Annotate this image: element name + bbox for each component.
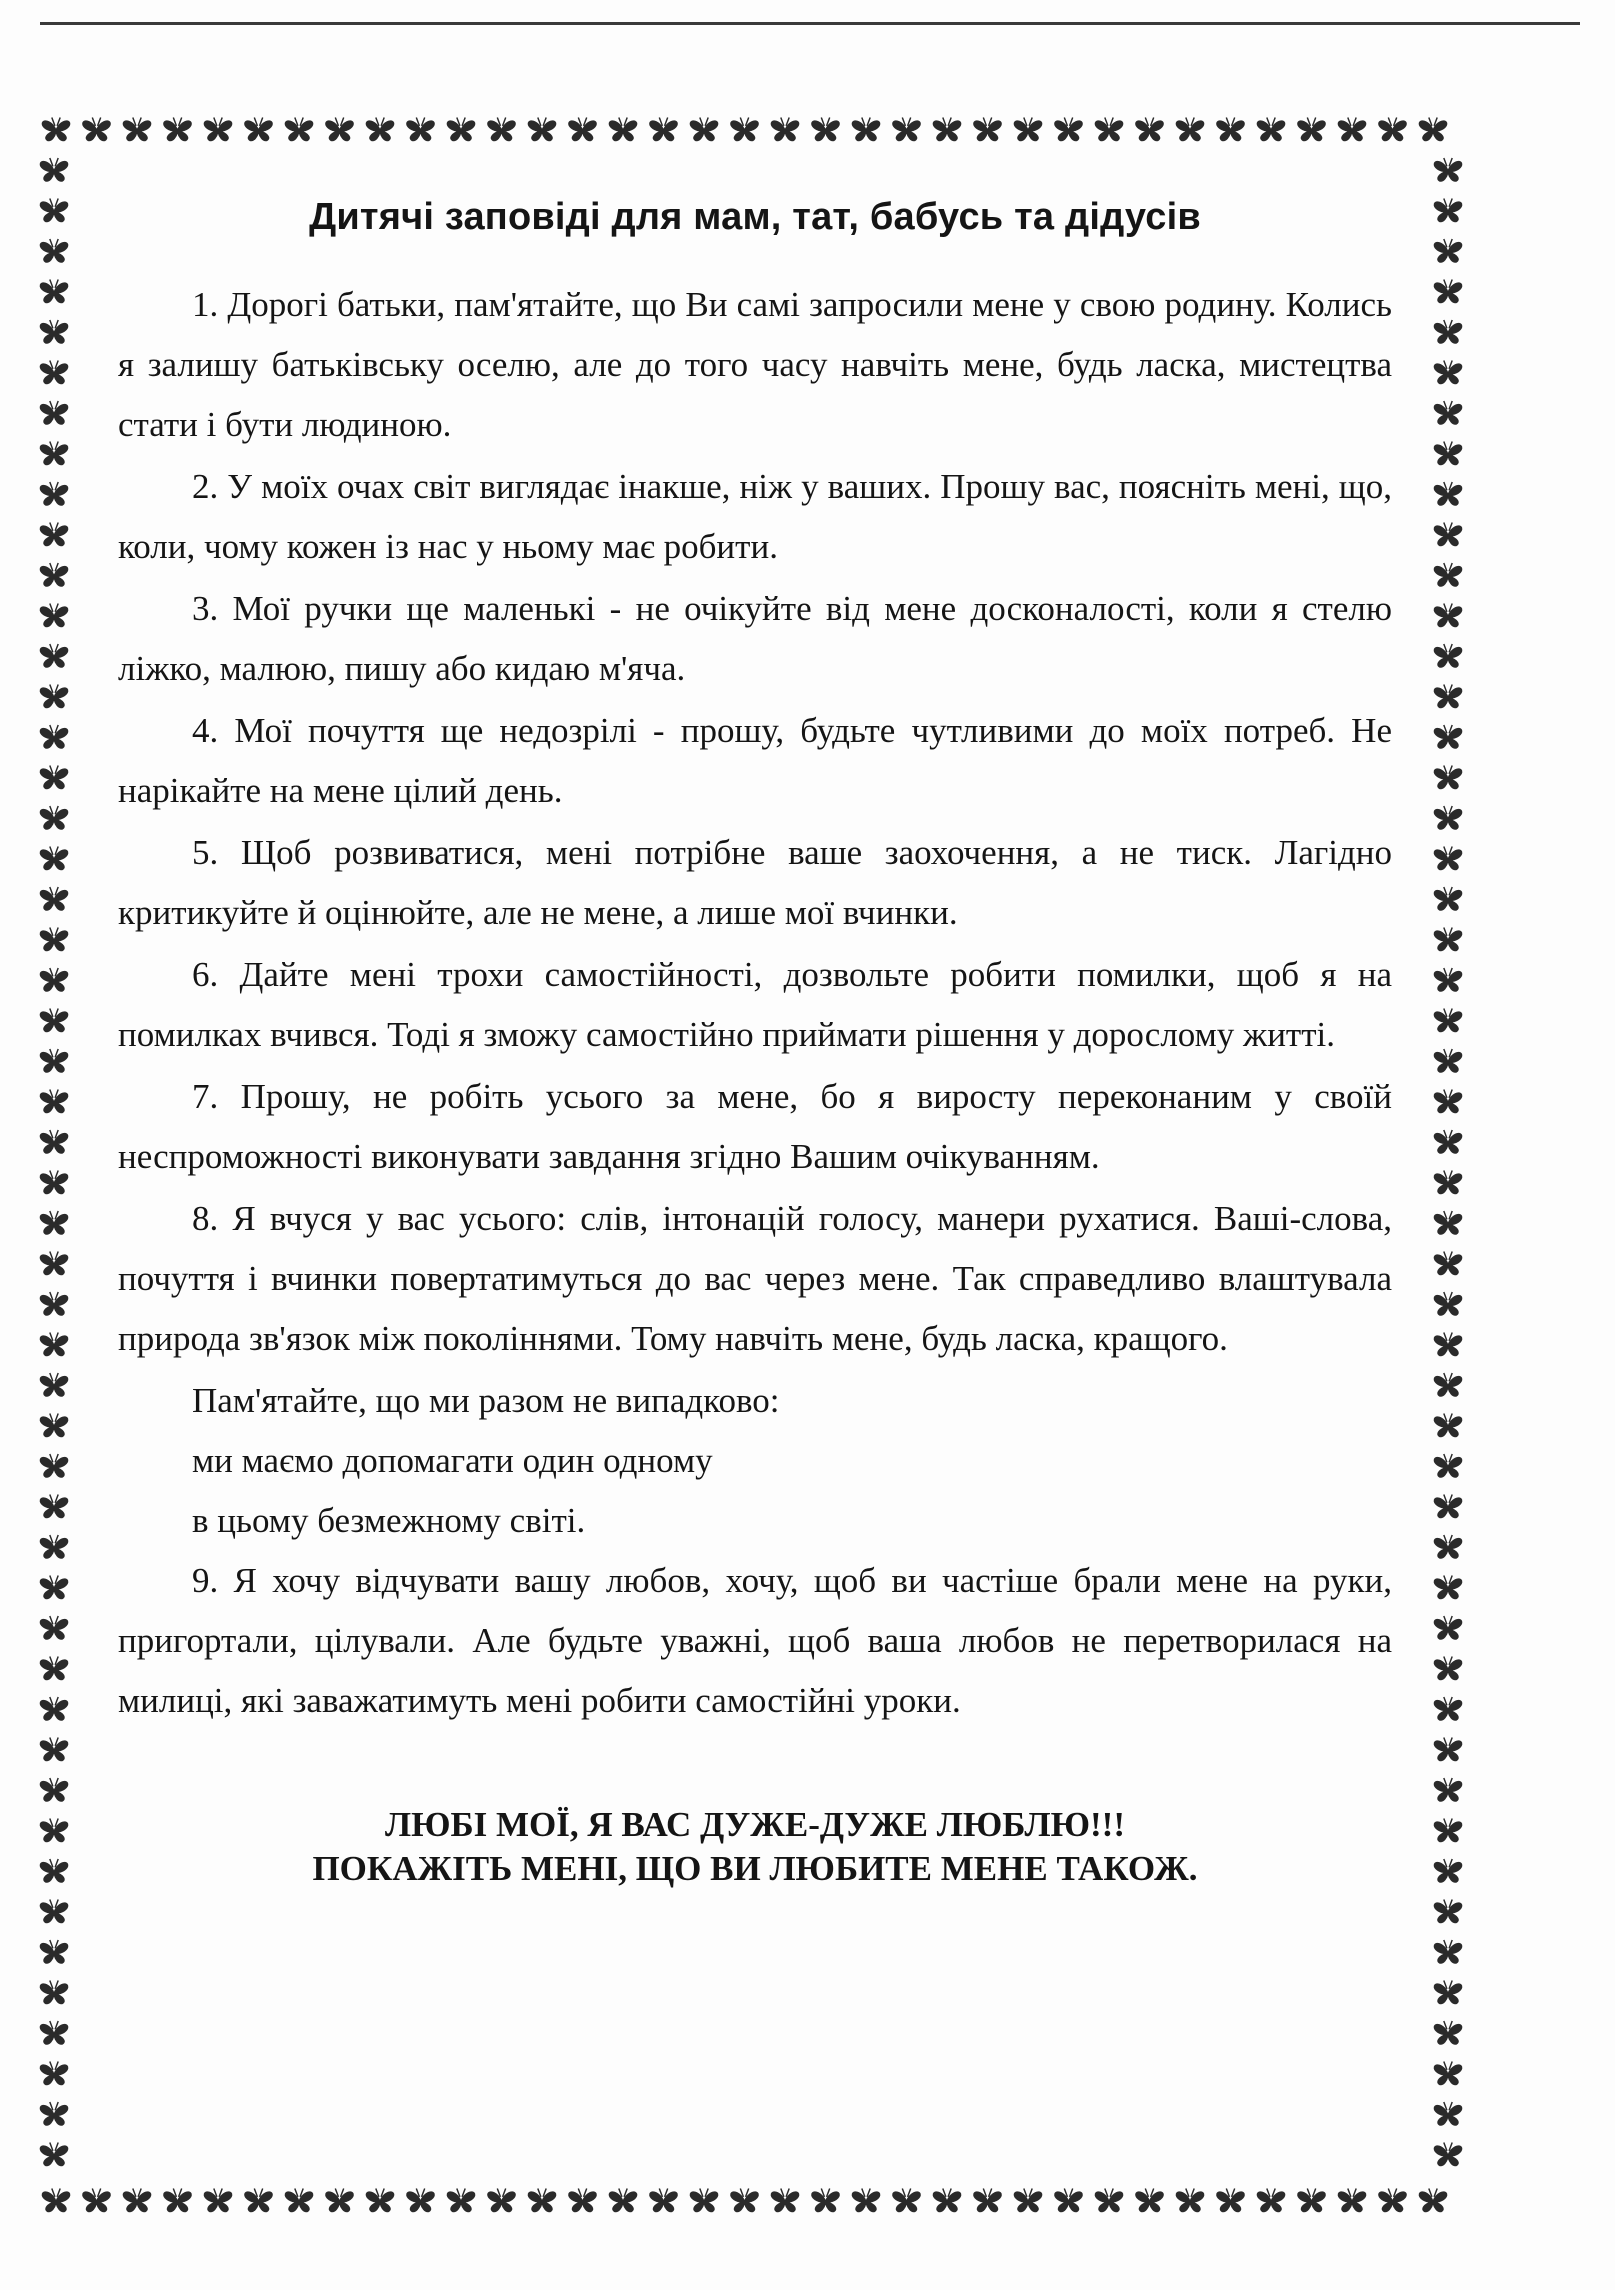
butterfly-icon bbox=[1434, 1333, 1462, 1356]
butterfly-icon bbox=[1434, 2021, 1462, 2044]
butterfly-icon bbox=[40, 968, 68, 991]
butterfly-icon bbox=[1419, 118, 1447, 141]
butterfly-icon bbox=[40, 1940, 68, 1963]
butterfly-icon bbox=[1434, 1495, 1462, 1518]
butterfly-icon bbox=[1434, 482, 1462, 505]
butterfly-icon bbox=[40, 847, 68, 870]
butterfly-icon bbox=[1434, 928, 1462, 951]
butterfly-icon bbox=[1434, 887, 1462, 910]
butterfly-icon bbox=[40, 1495, 68, 1518]
butterfly-icon bbox=[1095, 118, 1123, 141]
butterfly-icon bbox=[40, 2143, 68, 2166]
butterfly-icon bbox=[40, 1211, 68, 1234]
commandment-9: 9. Я хочу відчувати вашу любов, хочу, щоб ви частіше брали мене на руки, пригортали, цілували. Але будьте уважні, щоб ваша любов не перетворилася на милиці, які заважатимуть мені робити самостійні уроки. bbox=[118, 1561, 1392, 1720]
butterfly-icon bbox=[40, 1576, 68, 1599]
butterfly-icon bbox=[609, 118, 637, 141]
butterfly-icon bbox=[83, 118, 111, 141]
butterfly-icon bbox=[1434, 725, 1462, 748]
verse-line-2: ми маємо допомагати один одному bbox=[192, 1441, 713, 1480]
butterfly-icon bbox=[933, 2189, 961, 2212]
butterfly-icon bbox=[1434, 1819, 1462, 1842]
butterfly-icon bbox=[407, 2189, 435, 2212]
butterfly-icon bbox=[164, 118, 192, 141]
butterfly-icon bbox=[40, 1657, 68, 1680]
butterfly-icon bbox=[1217, 2189, 1245, 2212]
butterfly-icon bbox=[1379, 2189, 1407, 2212]
butterfly-icon bbox=[40, 523, 68, 546]
butterfly-icon bbox=[1434, 968, 1462, 991]
butterfly-icon bbox=[123, 2189, 151, 2212]
butterfly-icon bbox=[1434, 1090, 1462, 1113]
commandment-5: 5. Щоб розвиватися, мені потрібне ваше заохочення, а не тиск. Лагідно критикуйте й оцінюйте, але не мене, а лише мої вчинки. bbox=[118, 833, 1392, 932]
butterfly-icon bbox=[40, 442, 68, 465]
butterfly-icon bbox=[40, 1981, 68, 2004]
butterfly-icon bbox=[40, 361, 68, 384]
butterfly-icon bbox=[1095, 2189, 1123, 2212]
butterfly-icon bbox=[1434, 1211, 1462, 1234]
closing-message bbox=[118, 1803, 1392, 1891]
butterfly-icon bbox=[1434, 523, 1462, 546]
butterfly-icon bbox=[40, 1778, 68, 1801]
butterfly-icon bbox=[40, 604, 68, 627]
butterfly-icon bbox=[40, 887, 68, 910]
butterfly-icon bbox=[771, 2189, 799, 2212]
butterfly-icon bbox=[40, 1333, 68, 1356]
butterfly-icon bbox=[1434, 2062, 1462, 2085]
butterfly-icon bbox=[1434, 158, 1462, 181]
butterfly-icon bbox=[1176, 2189, 1204, 2212]
butterfly-icon bbox=[1434, 604, 1462, 627]
butterfly-icon bbox=[1434, 847, 1462, 870]
butterfly-icon bbox=[1136, 118, 1164, 141]
butterfly-icon bbox=[40, 1130, 68, 1153]
butterfly-icon bbox=[40, 1171, 68, 1194]
commandment-8: 8. Я вчуся у вас усього: слів, інтонацій голосу, манери рухатися. Ваші-слова, почуття і вчинки повертатимуться до вас через мене. Так справедливо влаштувала природа зв'язок між поколіннями. Тому навчіть мене, будь ласка, кращого. bbox=[118, 1199, 1392, 1358]
butterfly-icon bbox=[40, 158, 68, 181]
butterfly-icon bbox=[42, 2189, 70, 2212]
butterfly-icon bbox=[40, 239, 68, 262]
butterfly-icon bbox=[1434, 1576, 1462, 1599]
closing-line-1: ЛЮБІ МОЇ, Я ВАС ДУЖЕ-ДУЖЕ ЛЮБЛЮ!!! bbox=[384, 1805, 1125, 1844]
butterfly-icon bbox=[1419, 2189, 1447, 2212]
butterfly-icon bbox=[650, 118, 678, 141]
butterfly-icon bbox=[1014, 2189, 1042, 2212]
butterfly-icon bbox=[731, 118, 759, 141]
butterfly-icon bbox=[1298, 2189, 1326, 2212]
butterfly-icon bbox=[40, 401, 68, 424]
butterfly-icon bbox=[40, 2102, 68, 2125]
butterfly-icon bbox=[488, 2189, 516, 2212]
butterfly-icon bbox=[40, 563, 68, 586]
butterfly-icon bbox=[1434, 1009, 1462, 1032]
butterfly-icon bbox=[40, 320, 68, 343]
butterfly-icon bbox=[852, 118, 880, 141]
butterfly-icon bbox=[447, 118, 475, 141]
butterfly-icon bbox=[40, 806, 68, 829]
commandment-4: 4. Мої почуття ще недозрілі - прошу, будьте чутливими до моїх потреб. Не нарікайте на мене цілий день. bbox=[118, 711, 1392, 810]
butterfly-icon bbox=[1434, 1130, 1462, 1153]
butterfly-icon bbox=[1434, 766, 1462, 789]
butterfly-icon bbox=[1055, 118, 1083, 141]
butterfly-icon bbox=[1379, 118, 1407, 141]
commandment-2: 2. У моїх очах світ виглядає інакше, ніж у ваших. Прошу вас, поясніть мені, що, коли, чому кожен із нас у ньому має робити. bbox=[118, 467, 1392, 566]
butterfly-icon bbox=[407, 118, 435, 141]
butterfly-icon bbox=[1434, 1252, 1462, 1275]
butterfly-icon bbox=[1257, 2189, 1285, 2212]
butterfly-icon bbox=[974, 2189, 1002, 2212]
butterfly-icon bbox=[974, 118, 1002, 141]
butterfly-icon bbox=[1434, 401, 1462, 424]
butterfly-icon bbox=[528, 2189, 556, 2212]
butterfly-icon bbox=[40, 1373, 68, 1396]
butterfly-icon bbox=[40, 1738, 68, 1761]
butterfly-icon bbox=[40, 2062, 68, 2085]
butterfly-icon bbox=[1434, 1292, 1462, 1315]
butterfly-icon bbox=[40, 685, 68, 708]
butterfly-icon bbox=[528, 118, 556, 141]
butterfly-icon bbox=[1434, 1535, 1462, 1558]
butterfly-icon bbox=[366, 2189, 394, 2212]
butterfly-icon bbox=[690, 118, 718, 141]
verse-line-1: Пам'ятайте, що ми разом не випадково: bbox=[192, 1381, 780, 1420]
butterfly-icon bbox=[650, 2189, 678, 2212]
butterfly-icon bbox=[893, 118, 921, 141]
butterfly-icon bbox=[569, 118, 597, 141]
butterfly-icon bbox=[1176, 118, 1204, 141]
butterfly-icon bbox=[40, 766, 68, 789]
commandment-6: 6. Дайте мені трохи самостійності, дозвольте робити помилки, щоб я на помилках вчився. Тоді я зможу самостійно приймати рішення у дорослому житті. bbox=[118, 955, 1392, 1054]
butterfly-icon bbox=[1338, 2189, 1366, 2212]
butterfly-icon bbox=[40, 2021, 68, 2044]
butterfly-icon bbox=[852, 2189, 880, 2212]
butterfly-icon bbox=[245, 2189, 273, 2212]
butterfly-icon bbox=[83, 2189, 111, 2212]
butterfly-icon bbox=[690, 2189, 718, 2212]
butterfly-icon bbox=[1434, 1940, 1462, 1963]
butterfly-icon bbox=[1338, 118, 1366, 141]
butterfly-icon bbox=[1434, 1900, 1462, 1923]
butterfly-icon bbox=[1434, 1778, 1462, 1801]
butterfly-icon bbox=[1434, 644, 1462, 667]
butterfly-icon bbox=[40, 1454, 68, 1477]
butterfly-icon bbox=[1434, 1049, 1462, 1072]
commandment-3: 3. Мої ручки ще маленькі - не очікуйте від мене досконалості, коли я стелю ліжко, малюю, пишу або кидаю м'яча. bbox=[118, 589, 1392, 688]
butterfly-icon bbox=[771, 118, 799, 141]
butterfly-icon bbox=[326, 118, 354, 141]
closing-line-2: ПОКАЖІТЬ МЕНІ, ЩО ВИ ЛЮБИТЕ МЕНЕ ТАКОЖ. bbox=[312, 1849, 1198, 1888]
butterfly-icon bbox=[164, 2189, 192, 2212]
butterfly-icon bbox=[40, 1049, 68, 1072]
butterfly-icon bbox=[1434, 806, 1462, 829]
butterfly-icon bbox=[40, 1414, 68, 1437]
butterfly-icon bbox=[40, 1697, 68, 1720]
butterfly-icon bbox=[1434, 1414, 1462, 1437]
butterfly-icon bbox=[1434, 1373, 1462, 1396]
verse-line-3: в цьому безмежному світі. bbox=[192, 1501, 586, 1540]
butterfly-icon bbox=[1055, 2189, 1083, 2212]
butterfly-icon bbox=[1434, 2143, 1462, 2166]
butterfly-icon bbox=[285, 118, 313, 141]
butterfly-icon bbox=[40, 725, 68, 748]
butterfly-icon bbox=[42, 118, 70, 141]
butterfly-icon bbox=[40, 280, 68, 303]
butterfly-icon bbox=[1434, 361, 1462, 384]
document-body bbox=[118, 196, 1392, 1891]
butterfly-icon bbox=[1434, 1981, 1462, 2004]
butterfly-icon bbox=[1298, 118, 1326, 141]
butterfly-icon bbox=[40, 1616, 68, 1639]
butterfly-icon bbox=[1434, 1616, 1462, 1639]
butterfly-icon bbox=[40, 1252, 68, 1275]
butterfly-icon bbox=[1434, 2102, 1462, 2125]
butterfly-icon bbox=[123, 118, 151, 141]
butterfly-icon bbox=[488, 118, 516, 141]
butterfly-icon bbox=[1434, 1171, 1462, 1194]
butterfly-icon bbox=[40, 1859, 68, 1882]
butterfly-icon bbox=[1136, 2189, 1164, 2212]
butterfly-icon bbox=[40, 1900, 68, 1923]
butterfly-icon bbox=[40, 199, 68, 222]
butterfly-icon bbox=[40, 1535, 68, 1558]
butterfly-icon bbox=[366, 118, 394, 141]
butterfly-icon bbox=[40, 644, 68, 667]
butterfly-icon bbox=[812, 118, 840, 141]
butterfly-icon bbox=[1014, 118, 1042, 141]
butterfly-icon bbox=[1434, 563, 1462, 586]
butterfly-icon bbox=[40, 482, 68, 505]
butterfly-icon bbox=[933, 118, 961, 141]
butterfly-icon bbox=[1217, 118, 1245, 141]
butterfly-icon bbox=[1434, 199, 1462, 222]
butterfly-icon bbox=[326, 2189, 354, 2212]
butterfly-icon bbox=[1434, 685, 1462, 708]
butterfly-icon bbox=[1434, 1738, 1462, 1761]
butterfly-icon bbox=[1434, 239, 1462, 262]
butterfly-icon bbox=[40, 928, 68, 951]
butterfly-icon bbox=[731, 2189, 759, 2212]
scan-edge-line bbox=[40, 22, 1580, 25]
butterfly-icon bbox=[1434, 1657, 1462, 1680]
butterfly-icon bbox=[609, 2189, 637, 2212]
butterfly-icon bbox=[285, 2189, 313, 2212]
document-title: Дитячі заповіді для мам, тат, бабусь та дідусів bbox=[309, 196, 1201, 238]
butterfly-icon bbox=[40, 1819, 68, 1842]
butterfly-icon bbox=[40, 1090, 68, 1113]
butterfly-icon bbox=[1257, 118, 1285, 141]
butterfly-icon bbox=[893, 2189, 921, 2212]
butterfly-icon bbox=[569, 2189, 597, 2212]
butterfly-icon bbox=[1434, 280, 1462, 303]
butterfly-icon bbox=[812, 2189, 840, 2212]
butterfly-icon bbox=[1434, 1454, 1462, 1477]
commandment-1: 1. Дорогі батьки, пам'ятайте, що Ви самі запросили мене у свою родину. Колись я залишу батьківську оселю, але до того часу навчіть мене, будь ласка, мистецтва стати і бути людиною. bbox=[118, 285, 1392, 444]
butterfly-icon bbox=[40, 1009, 68, 1032]
butterfly-icon bbox=[447, 2189, 475, 2212]
butterfly-icon bbox=[204, 118, 232, 141]
butterfly-icon bbox=[1434, 442, 1462, 465]
butterfly-icon bbox=[1434, 320, 1462, 343]
butterfly-icon bbox=[1434, 1697, 1462, 1720]
butterfly-icon bbox=[245, 118, 273, 141]
butterfly-icon bbox=[40, 1292, 68, 1315]
butterfly-icon bbox=[204, 2189, 232, 2212]
butterfly-icon bbox=[1434, 1859, 1462, 1882]
commandment-7: 7. Прошу, не робіть усього за мене, бо я виросту переконаним у своїй неспроможності виконувати завдання згідно Вашим очікуванням. bbox=[118, 1077, 1392, 1176]
